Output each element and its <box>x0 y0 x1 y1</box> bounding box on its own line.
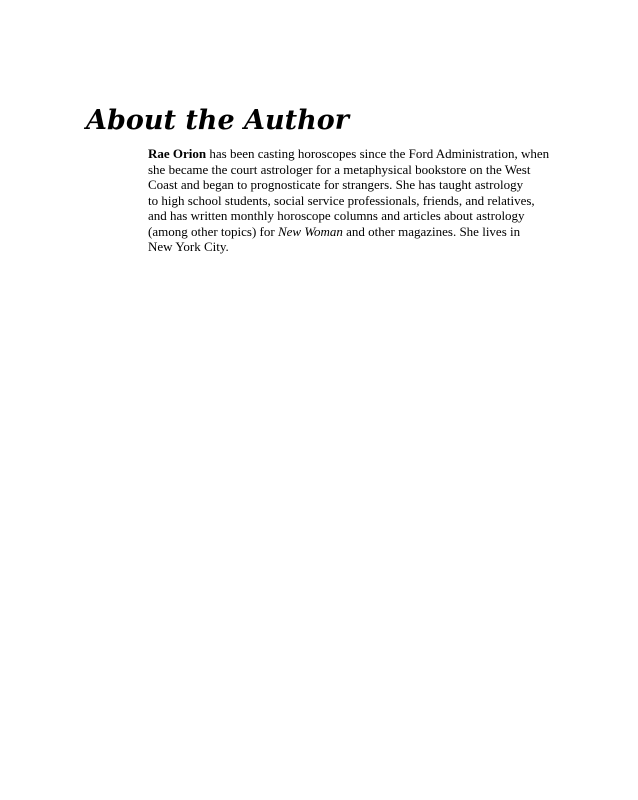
bio-line-6-pre: (among other topics) for <box>148 223 278 239</box>
bio-line-3: Coast and began to prognosticate for strangers. She has taught astrology <box>148 177 524 192</box>
bio-line-7: New York City. <box>148 239 229 254</box>
bio-line-4: to high school students, social service professionals, friends, and relatives, <box>148 192 535 208</box>
bio-line-1-text: has been casting horoscopes since the Ford Administration, when <box>206 146 550 161</box>
author-bio <box>148 146 568 255</box>
bio-line-1 <box>148 146 568 162</box>
bio-line-2: she became the court astrologer for a metaphysical bookstore on the West <box>148 161 531 177</box>
bio-line-6-post: and other magazines. She lives in <box>342 223 521 239</box>
magazine-title: New Woman <box>277 223 343 239</box>
bio-line-5: and has written monthly horoscope columns and articles about astrology <box>148 208 525 223</box>
bio-line-6 <box>148 224 568 240</box>
author-name: Rae Orion <box>148 146 207 161</box>
section-heading: About the Author <box>86 105 349 136</box>
